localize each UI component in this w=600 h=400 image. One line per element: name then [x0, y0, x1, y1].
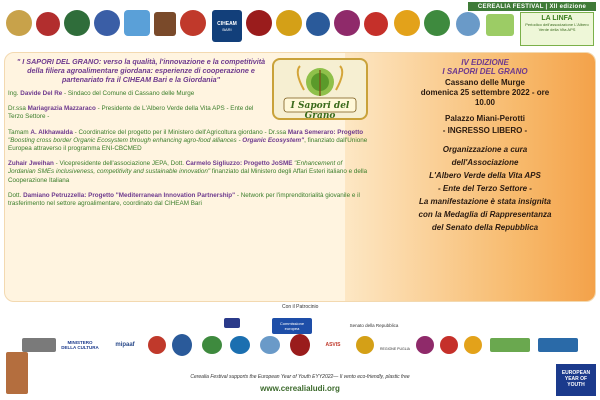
logo-circle-16	[486, 14, 514, 36]
logo-b8	[416, 336, 434, 354]
logo-b10	[464, 336, 482, 354]
logo-circle-10	[306, 12, 330, 36]
logo-circle-13	[394, 10, 420, 36]
logo-b4	[230, 336, 250, 354]
logo-circle-14	[424, 10, 450, 36]
cerealia-badge: CEREALIA FESTIVAL | XII edizione	[468, 2, 596, 11]
logo-b1	[148, 336, 166, 354]
speaker-2: Dr.ssa Mariagrazia Mazzaraco - Presidente de L'Albero Verde della Vita APS - Ente del Terzo Settore -	[8, 105, 254, 121]
organization: Organizzazione a cura dell'Associazione L'Albero Verde della Vita APS - Ente del Terzo Settore - La manifestazione è stata insignita con la Medaglia di Rappresentanza del Senato della Repubblica	[418, 145, 552, 232]
logo-circle-4	[94, 10, 120, 36]
logo-circle-6	[154, 12, 176, 36]
speaker-5: Dott. Damiano Petruzzella: Progetto "Mediterranean Innovation Partnership" - Network per l'imprenditorialità giovanile e il trasferimento nel settore agroalimentare, coordinato dal CIHEAM Bari	[8, 191, 360, 208]
event-logo	[272, 58, 368, 120]
patronage-label: Con il Patrocinio	[282, 304, 319, 310]
ministero-cultura-logo: MINISTERO DELLA CULTURA	[60, 336, 100, 354]
speaker-4: Zuhair Jweihan - Vicepresidente dell'associazione JEPA, Dott. Carmelo Sigliuzzo: Progetto JoSME "Enhancement of Jordanian SMEs inclusiveness, competitivity and sustainable innovation" finanziato dal Ministero degli Affari Esteri italiano e della Cooperazione Italiana	[8, 160, 368, 184]
event-title: " I SAPORI DEL GRANO: verso la qualità, l'innovazione e la competitività della filiera agroalimentare giordana: esperienze di cooperazione e partenariato fra il CIHEAM Bari e la Giordania"	[16, 57, 266, 84]
time: 10.00	[474, 98, 496, 107]
logo-circle-5	[124, 10, 150, 36]
place: Cassano delle Murge	[444, 78, 526, 87]
edition: IV EDIZIONE	[461, 58, 509, 67]
senato-logo: Senato della Repubblica	[344, 318, 404, 332]
logo-circle-3	[64, 10, 90, 36]
logo-circle-2	[36, 12, 60, 36]
logo-circle-11	[334, 10, 360, 36]
logo-circle-8	[246, 10, 272, 36]
logo-b2	[172, 334, 192, 356]
venue: Palazzo Miani-Perotti	[444, 114, 525, 123]
logo-circle-9	[276, 10, 302, 36]
logo-b6	[290, 334, 310, 356]
logo-b7	[356, 336, 374, 354]
logo-b12	[538, 338, 578, 352]
logo-circle-7	[180, 10, 206, 36]
logo-circle-12	[364, 12, 388, 36]
logo-circle-15	[456, 12, 480, 36]
logo-b3	[202, 336, 222, 354]
logo-circle-1	[6, 10, 32, 36]
linfa-box: LA LINFA Periodico dell'associazione L'Albero Verde della Vita APS	[520, 12, 594, 46]
mipaaf-logo: mipaaf	[108, 338, 142, 352]
footer-text: Cerealia Festival supports the European Year of Youth EYY2022— Il vento eco-friendly, plastic free	[190, 374, 410, 380]
asvis-logo: ASVIS	[318, 338, 348, 352]
eu-parliament-logo	[224, 318, 240, 328]
ministry-esteri-logo	[22, 338, 56, 352]
regione-puglia-logo: REGIONE PUGLIA	[380, 344, 410, 354]
date: domenica 25 settembre 2022 - ore	[420, 88, 550, 97]
event-logo-text: I Sapori del Grano	[290, 101, 350, 121]
event-name: I SAPORI DEL GRANO	[442, 67, 528, 76]
logo-b11	[490, 338, 530, 352]
eyy-logo: EUROPEAN YEAR OF YOUTH	[556, 364, 596, 396]
ciheam-logo: CIHEAM BARI	[212, 10, 242, 42]
speaker-1: Ing. Davide Del Re - Sindaco del Comune di Cassano delle Murge	[8, 90, 195, 97]
speaker-3: Tamam A. Alkhawalda - Coordinatrice del progetto per il Ministero dell'Agricoltura giordano - Dr.ssa Mara Semeraro: Progetto "Boosting cross border Organic Ecosystem through enhancing agro-food alliances - Organic Ecosystem", finanziato dall'Unione Europea attraverso il programma ENI-CBCMED	[8, 128, 368, 153]
logo-b5	[260, 336, 280, 354]
header-logos	[0, 0, 600, 50]
entry: - INGRESSO LIBERO -	[442, 126, 528, 135]
footer-url[interactable]: www.cerealialudi.org	[260, 384, 340, 393]
patronage-logos	[4, 318, 596, 366]
eu-commission-logo: Commissione europea	[272, 318, 312, 334]
logo-b9	[440, 336, 458, 354]
right-column	[376, 58, 594, 234]
